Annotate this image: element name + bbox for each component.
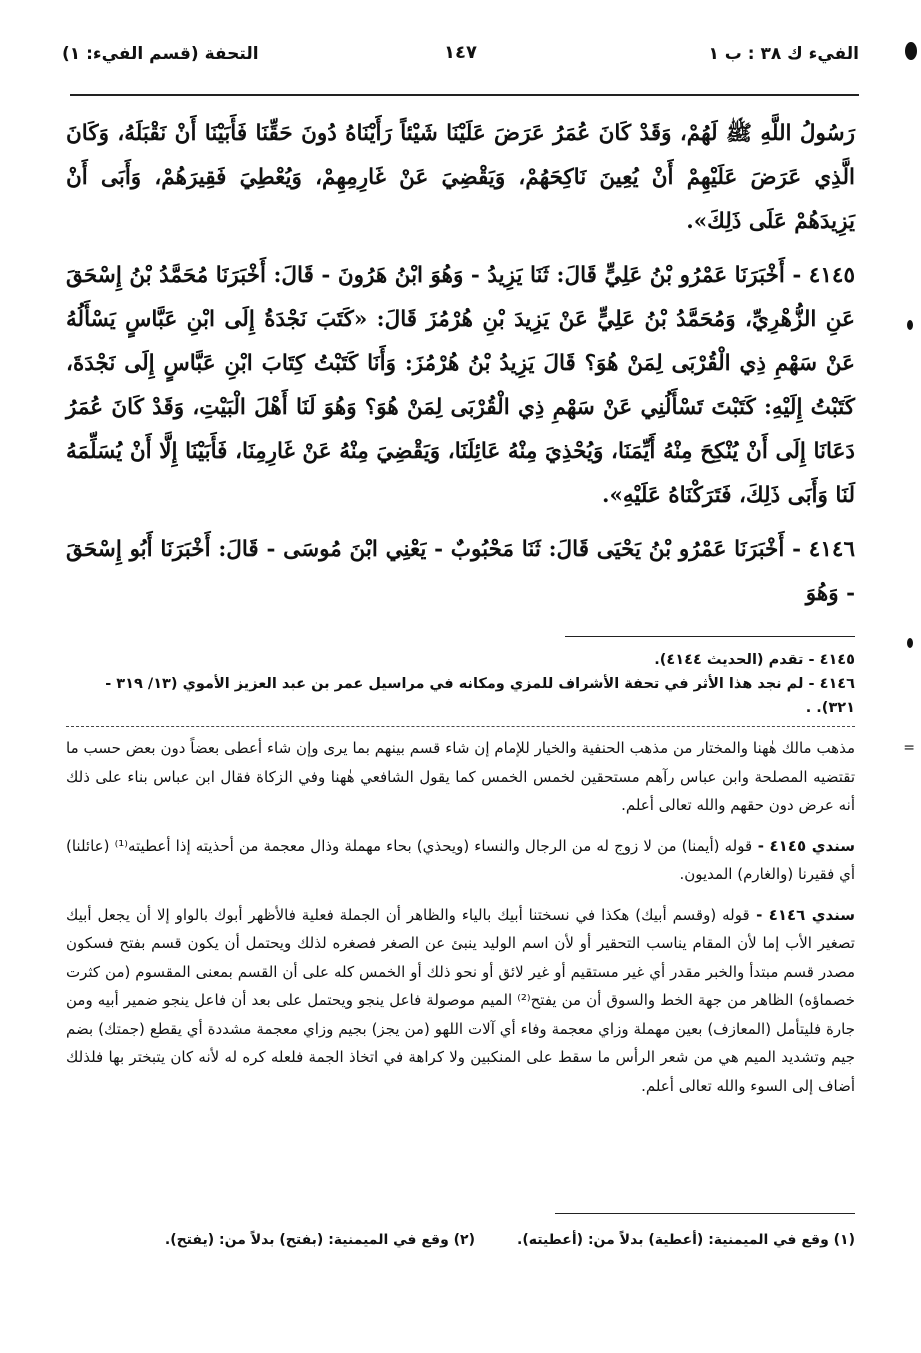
commentary-paragraph (66, 734, 855, 820)
main-text (66, 112, 855, 626)
commentary-paragraph (66, 901, 855, 1101)
editor-notes-rule (555, 1213, 855, 1214)
main-paragraph: رَسُولُ اللَّهِ ﷺ لَهُمْ، وَقَدْ كَانَ عُمَرُ عَرَضَ عَلَيْنَا شَيْئاً رَأَيْنَاهُ دُونَ حَقِّنَا فَأَبَيْنَا أَنْ نَقْبَلَهُ، وَكَانَ الَّذِي عَرَضَ عَلَيْهِمْ أَنْ يُعِينَ نَاكِحَهُمْ، وَيَقْضِيَ عَنْ غَارِمِهِمْ، وَيُعْطِيَ فَقِيرَهُمْ، وَأَبَى أَنْ يَزِيدَهُمْ عَلَى ذَلِكَ». (66, 121, 855, 234)
margin-dot (907, 320, 913, 330)
hadith-4146: ٤١٤٦ - أَخْبَرَنَا عَمْرُو بْنُ يَحْيَى قَالَ: ثَنَا مَحْبُوبٌ - يَعْنِي ابْنَ مُوسَى - قَالَ: أَخْبَرَنَا أَبُو إِسْحَقَ - وَهُوَ (66, 537, 855, 606)
commentary (66, 734, 855, 1112)
book-title: التحفة (قسم الفيء: ١) (62, 44, 259, 64)
commentary-separator (66, 726, 855, 727)
page-number: ١٤٧ (444, 42, 477, 63)
commentary-lead: سندي ٤١٤٦ - (749, 905, 855, 924)
hadith-notes (66, 648, 855, 720)
editor-note-1: (١) وقع في الميمنية: (أعطية) بدلاً من: (أعطيته). (517, 1232, 855, 1248)
commentary-text: قوله (وقسم أبيك) هكذا في نسختنا أبيك بالياء والظاهر أن الجملة فعلية فالأظهر أبوك بالواو إلا أن يجعل أبيك تصغير الأب إما لأن المقام يناسب التحقير أو لأن اسم الوليد ينبئ عن الصغر فصغره لذلك ويحتمل أن يكون قسم بفتح فسكون مصدر قسم مبتدأ والخبر مقدر أي غير مستقيم أو غير لائق أو نحو ذلك أو الخمس كله على أن القسم بمعنى المقسوم (من كثرت خصماؤه) الظاهر من جهة الخط والسوق أن من يفتح⁽²⁾ الميم موصولة فاعل ينجو ويحتمل على بعد أن فاعل ينجو ضمير أبيه ومن جارة فليتأمل (المعازف) بعين مهملة وزاي معجمة وفاء أي آلات اللهو (من يجز) بجيم وزاي معجمة مشددة أي يقطع (جمتك) بضم جيم وتشديد الميم هي من شعر الرأس ما سقط على المنكبين ولا كراهة في اتخاذ الجمة فلعله كره له لأنه كان يتبختر بها فلذلك أضاف إلى السوء والله تعالى أعلم. (66, 905, 855, 1095)
margin-dot (907, 638, 913, 648)
continuation-mark: = (903, 740, 915, 756)
commentary-lead: سندي ٤١٤٥ - (752, 836, 856, 855)
page-header (62, 42, 859, 78)
hadith-note: ٤١٤٥ - تقدم (الحديث ٤١٤٤). (654, 652, 855, 668)
commentary-text: مذهب مالك هٰهنا والمختار من مذهب الحنفية والخيار للإمام إن شاء قسم بينهم بما يرى وإن شاء أعطى بعضاً دون بعض حسب ما تقتضيه المصلحة وابن عباس رآهم مستحقين لخمس الخمس كما يقول الشافعي هٰهنا وفي الزكاة فقال ابن عباس بناء على ذلك أنه عرض دون حقهم والله تعالى أعلم. (66, 739, 855, 814)
footnote-rule (565, 636, 855, 637)
header-rule (70, 94, 859, 96)
editor-note-2: (٢) وقع في الميمنية: (بفتح) بدلاً من: (يفتح). (164, 1232, 475, 1248)
commentary-text: قوله (أيمنا) من لا زوج له من الرجال والنساء (ويحذي) بحاء مهملة وذال معجمة من أحذيته إذا أعطيته⁽¹⁾ (عائلنا) أي فقيرنا (والغارم) المديون. (66, 836, 855, 883)
hadith-4145: ٤١٤٥ - أَخْبَرَنَا عَمْرُو بْنُ عَلِيٍّ قَالَ: ثَنَا يَزِيدُ - وَهُوَ ابْنُ هَرُونَ - قَالَ: أَخْبَرَنَا مُحَمَّدُ بْنُ إِسْحَقَ عَنِ الزُّهْرِيِّ، وَمُحَمَّدُ بْنُ عَلِيٍّ عَنْ يَزِيدَ بْنِ هُرْمُزَ قَالَ: «كَتَبَ نَجْدَةُ إِلَى ابْنِ عَبَّاسٍ يَسْأَلُهُ عَنْ سَهْمِ ذِي الْقُرْبَى لِمَنْ هُوَ؟ قَالَ يَزِيدُ بْنُ هُرْمُزَ: وَأَنَا كَتَبْتُ كِتَابَ ابْنِ عَبَّاسٍ إِلَى نَجْدَةَ، كَتَبْتُ إِلَيْهِ: كَتَبْتَ تَسْأَلُنِي عَنْ سَهْمِ ذِي الْقُرْبَى لِمَنْ هُوَ؟ وَهُوَ لَنَا أَهْلَ الْبَيْتِ، وَقَدْ كَانَ عُمَرُ دَعَانَا إِلَى أَنْ يُنْكِحَ مِنْهُ أَيِّمَنَا، وَيُحْذِيَ مِنْهُ عَائِلَنَا، وَيَقْضِيَ مِنْهُ عَنْ غَارِمِنَا، فَأَبَيْنَا إِلَّا أَنْ يُسَلِّمَهُ لَنَا وَأَبَى ذَلِكَ، فَتَرَكْنَاهُ عَلَيْهِ». (66, 263, 855, 508)
margin-dot (905, 42, 917, 60)
folio-reference: الفيء ك ٣٨ : ب ١ (708, 44, 859, 64)
hadith-note: ٤١٤٦ - لم نجد هذا الأثر في تحفة الأشراف للمزي ومكانه في مراسيل عمر بن عبد العزيز الأموي (١٣/ ٣١٩ - ٣٢١). . (105, 676, 855, 716)
commentary-paragraph (66, 832, 855, 889)
